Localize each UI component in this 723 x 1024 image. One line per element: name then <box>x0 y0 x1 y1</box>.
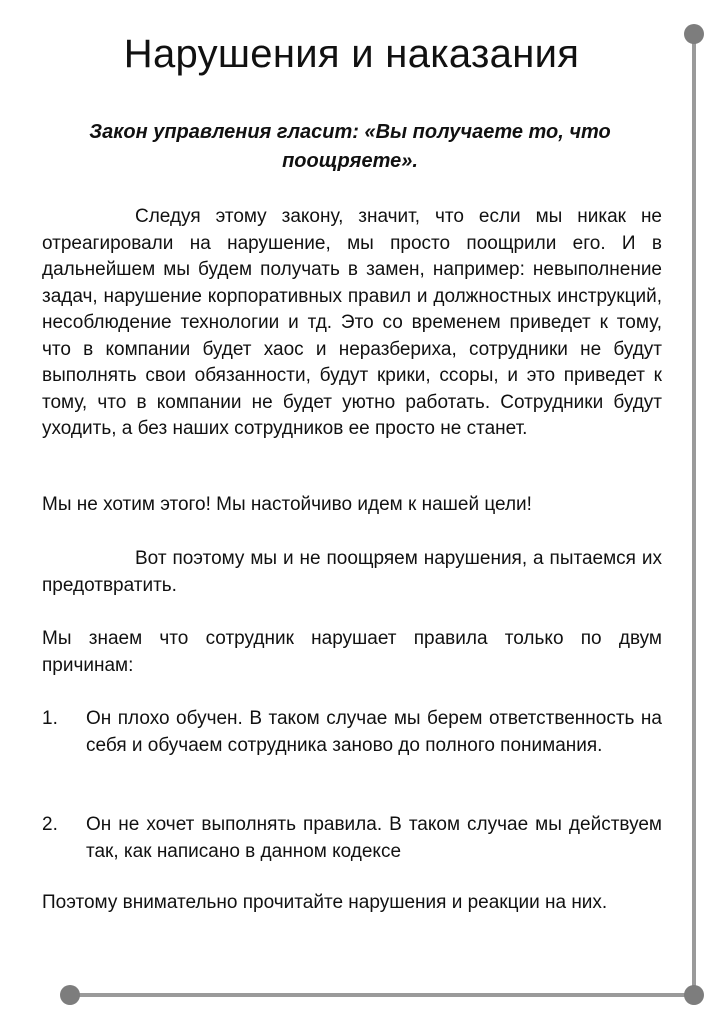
paragraph-goal: Мы не хотим этого! Мы настойчиво идем к нашей цели! <box>42 494 532 515</box>
paragraph-closing: Поэтому внимательно прочитайте нарушения и реакции на них. <box>42 892 608 913</box>
list-item-text: Он плохо обучен. В таком случае мы берем ответственность на себя и обучаем сотрудника заново до полного понимания. <box>86 708 662 756</box>
frame-dot-left <box>60 985 80 1005</box>
list-item <box>42 706 662 759</box>
paragraph-prevention: Вот поэтому мы и не поощряем нарушения, а пытаемся их предотвратить. <box>42 548 662 596</box>
paragraph-consequences: Следуя этому закону, значит, что если мы никак не отреагировали на нарушение, мы просто поощрили его. И в дальнейшем мы будем получать в замен, например: невыполнение задач, нарушение корпоративных правил и должностных инструкций, несоблюдение технологии и тд. Это со временем приведет к тому, что в компании будет хаос и неразбериха, сотрудники не будут выполнять свои обязанности, будут крики, ссоры, и это приведет к тому, что в компании не будет уютно работать. Сотрудники будут уходить, а без наших сотрудников ее просто не станет. <box>42 206 662 439</box>
list-item-number: 2. <box>42 814 58 835</box>
frame-vertical-line <box>692 34 696 996</box>
frame-horizontal-line <box>70 993 694 997</box>
page-title: Нарушения и наказания <box>123 32 580 76</box>
law-quote: Закон управления гласит: «Вы получаете то, что поощряете». <box>89 121 611 172</box>
list-item-text: Он не хочет выполнять правила. В таком случае мы действуем так, как написано в данном кодексе <box>86 814 662 862</box>
paragraph-reasons-intro: Мы знаем что сотрудник нарушает правила только по двум причинам: <box>42 628 662 676</box>
frame-dot-corner <box>684 985 704 1005</box>
list-item <box>42 812 662 865</box>
list-item-number: 1. <box>42 708 58 729</box>
